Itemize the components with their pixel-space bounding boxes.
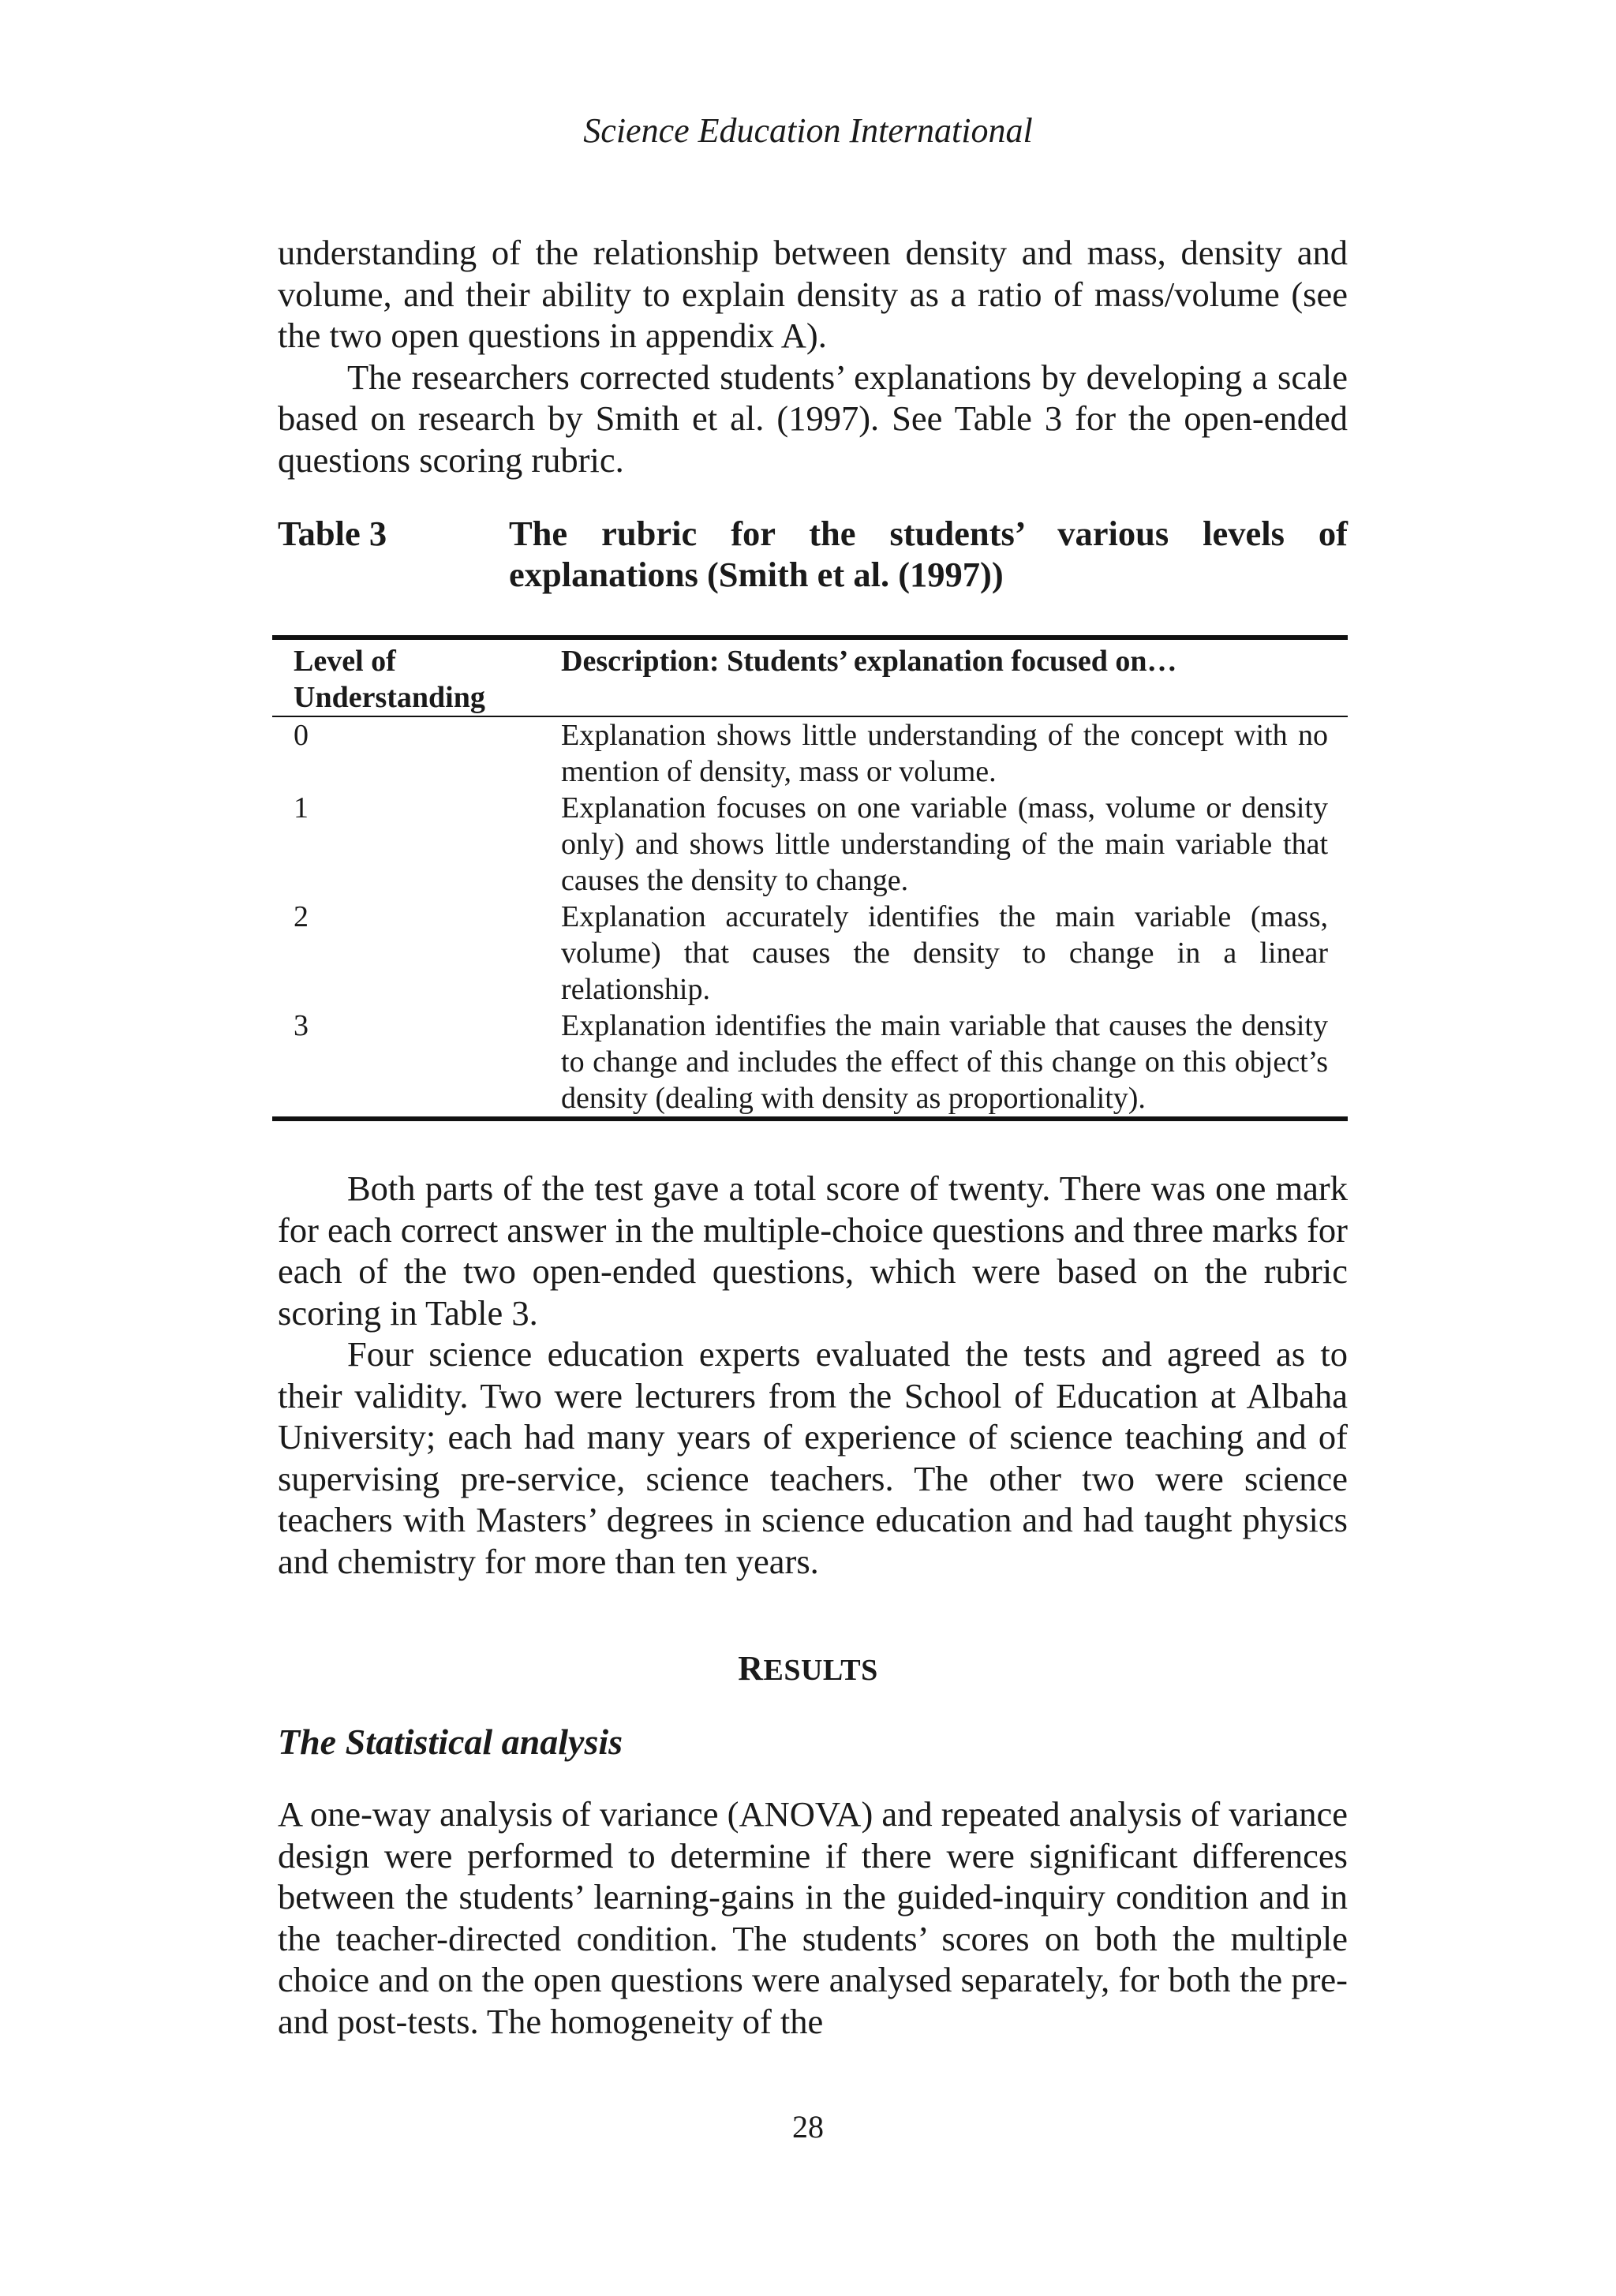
subsection-heading: The Statistical analysis (278, 1722, 623, 1762)
description-cell: Explanation focuses on one variable (mass, volume or density only) and shows little understanding of the main variable that causes the density to change. (561, 791, 1328, 897)
rubric-table (272, 635, 1348, 1121)
heading-rest: ESULTS (763, 1654, 878, 1687)
level-cell: 2 (294, 900, 309, 933)
intro-paragraph-2: The researchers corrected students’ explanations by developing a scale based on research by Smith et al. (1997). See Table 3 for the open-ended questions scoring rubric. (278, 357, 1348, 480)
running-head: Science Education International (583, 111, 1033, 150)
table-row (272, 899, 1348, 1008)
column-header-level: Level of Understanding (294, 645, 485, 714)
intro-paragraph-1: understanding of the relationship between density and mass, density and volume, and their ability to explain density as a ratio of mass/volume (see the two open questions in appendix A). (278, 233, 1348, 355)
table-title: The rubric for the students’ various levels of explanations (Smith et al. (1997)) (509, 514, 1348, 594)
table-label: Table 3 (278, 514, 387, 553)
post-table-text (278, 1168, 1348, 1582)
description-cell: Explanation accurately identifies the main variable (mass, volume) that causes the density to change in a linear relationship. (561, 900, 1328, 1006)
page-number: 28 (792, 2109, 824, 2145)
description-cell: Explanation identifies the main variable that causes the density to change and includes the effect of this change on this object’s density (dealing with density as proportionality). (561, 1009, 1328, 1115)
level-cell: 0 (294, 719, 309, 752)
rubric-header-row (272, 638, 1348, 716)
table-row (272, 790, 1348, 899)
section-heading-results (0, 1649, 1616, 1690)
table-row (272, 1008, 1348, 1119)
validity-paragraph: Four science education experts evaluated the tests and agreed as to their validity. Two were lecturers from the School of Education at Albaha University; each had many years of experience of science teaching and of supervising pre-service, science teachers. The other two were science teachers with Masters’ degrees in science education and had taught physics and chemistry for more than ten years. (278, 1334, 1348, 1581)
description-cell: Explanation shows little understanding of the concept with no mention of density, mass or volume. (561, 719, 1328, 788)
heading-initial: R (738, 1649, 764, 1688)
level-cell: 1 (294, 791, 309, 825)
column-header-description: Description: Students’ explanation focused on… (561, 645, 1177, 678)
results-text (278, 1793, 1348, 2042)
results-paragraph: A one-way analysis of variance (ANOVA) and repeated analysis of variance design were performed to determine if there were significant differences between the students’ learning-gains in the guided-inquiry condition and in the teacher-directed condition. The students’ scores on both the multiple choice and on the open questions were analysed separately, for both the pre- and post-tests. The homogeneity of the (278, 1794, 1348, 2041)
table-row (272, 716, 1348, 790)
intro-text (278, 232, 1348, 481)
level-cell: 3 (294, 1009, 309, 1042)
scoring-paragraph: Both parts of the test gave a total score of twenty. There was one mark for each correct answer in the multiple-choice questions and three marks for each of the two open-ended questions, which were based on the rubric scoring in Table 3. (278, 1169, 1348, 1333)
